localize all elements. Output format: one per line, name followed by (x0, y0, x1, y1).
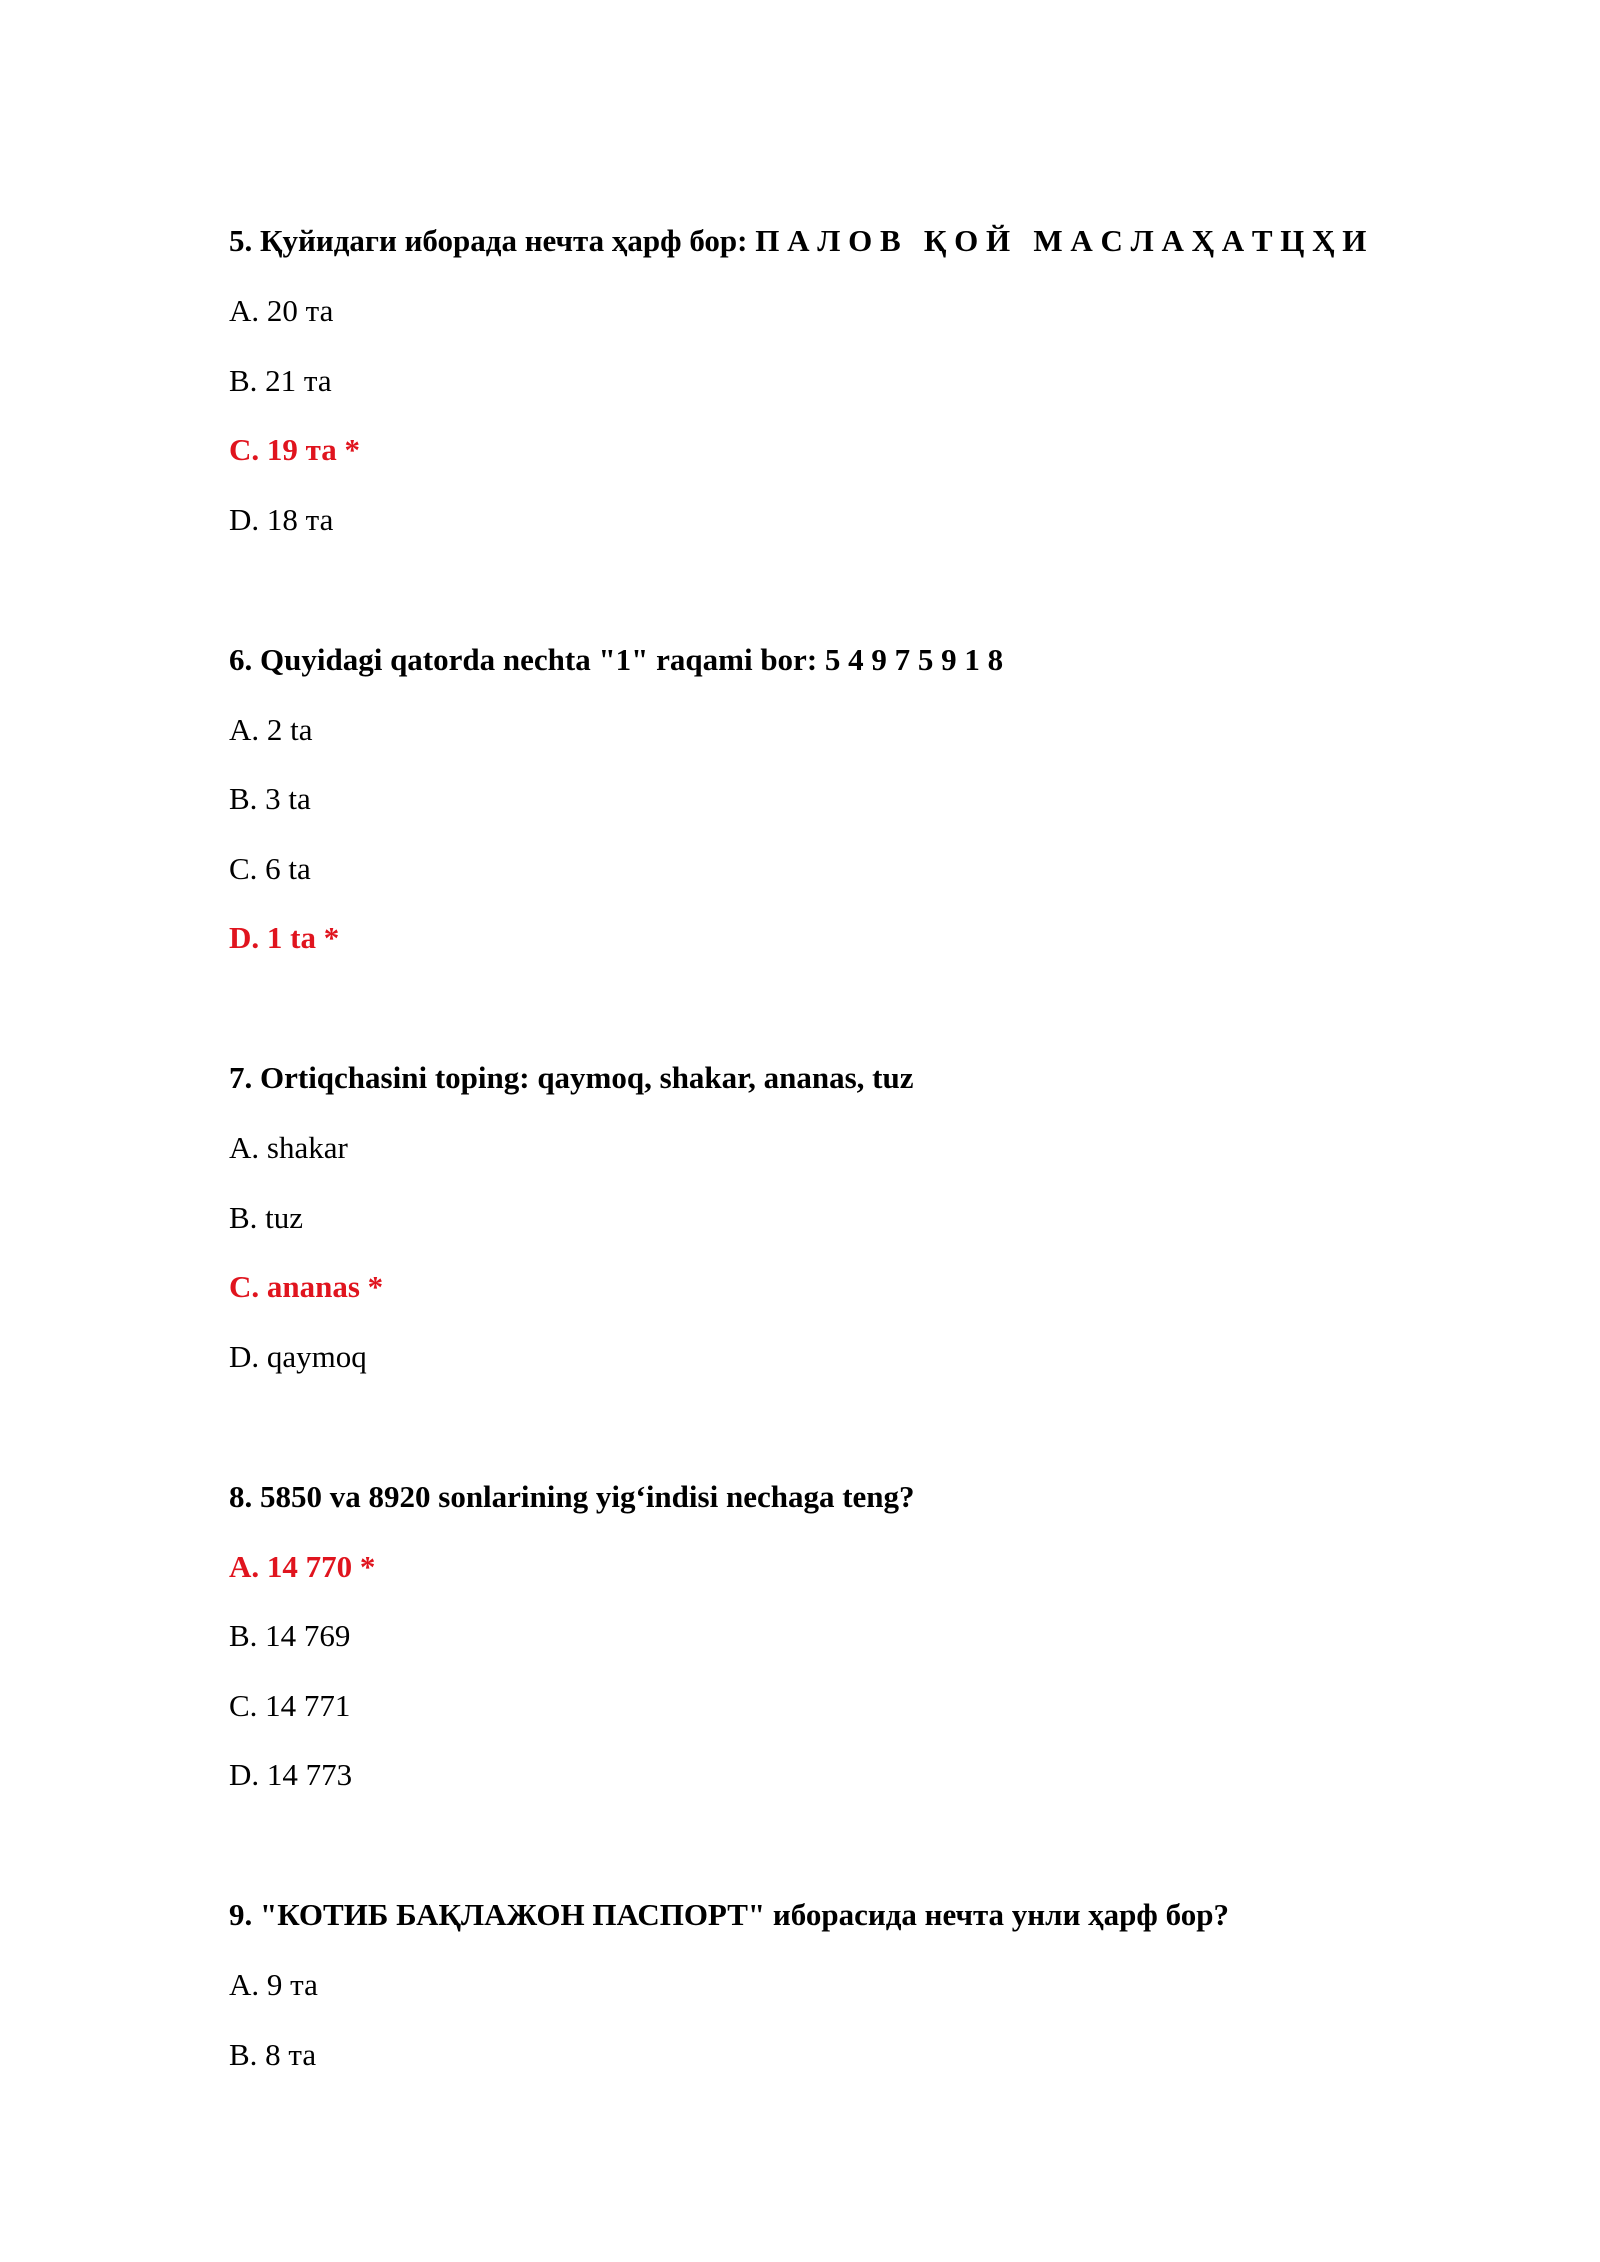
answer-option-d: D. qaymoq (229, 1339, 367, 1374)
answer-option-c-correct: C. ananas * (229, 1269, 384, 1304)
question-title: 6. Quyidagi qatorda nechta "1" raqami bor: 5 4 9 7 5 9 1 8 (229, 642, 1004, 677)
answer-option-b: B. 3 ta (229, 781, 311, 816)
answer-option-a: A. 2 ta (229, 712, 313, 747)
answer-option-b: B. 14 769 (229, 1618, 351, 1653)
question-title: 5. Қуйидаги иборада нечта ҳарф бор: П А Л О В Қ О Й М А С Л А Ҳ А Т Ц Ҳ И (229, 223, 1367, 258)
question-title: 7. Ortiqchasini toping: qaymoq, shakar, ananas, tuz (229, 1060, 914, 1095)
answer-option-c-correct: C. 19 та * (229, 432, 360, 467)
question-5 (229, 223, 1489, 537)
question-8 (229, 1479, 1489, 1792)
question-6 (229, 642, 1489, 955)
answer-option-d: D. 14 773 (229, 1757, 353, 1792)
question-title: 9. "КОТИБ БАҚЛАЖОН ПАСПОРТ" иборасида нечта унли ҳарф бор? (229, 1897, 1229, 1932)
answer-option-c: C. 6 ta (229, 851, 311, 886)
question-9 (229, 1897, 1489, 2072)
answer-option-d: D. 18 та (229, 502, 334, 537)
answer-option-a: A. shakar (229, 1130, 348, 1165)
answer-option-d-correct: D. 1 ta * (229, 920, 340, 955)
answer-option-c: C. 14 771 (229, 1688, 351, 1723)
question-7 (229, 1060, 1489, 1374)
answer-option-b: B. 8 та (229, 2037, 317, 2072)
answer-option-a: A. 20 та (229, 293, 334, 328)
answer-option-a-correct: A. 14 770 * (229, 1549, 376, 1584)
answer-option-b: B. tuz (229, 1200, 304, 1235)
answer-option-a: A. 9 та (229, 1967, 318, 2002)
question-title: 8. 5850 va 8920 sonlarining yig‘indisi nechaga teng? (229, 1479, 915, 1514)
answer-option-b: B. 21 та (229, 363, 332, 398)
